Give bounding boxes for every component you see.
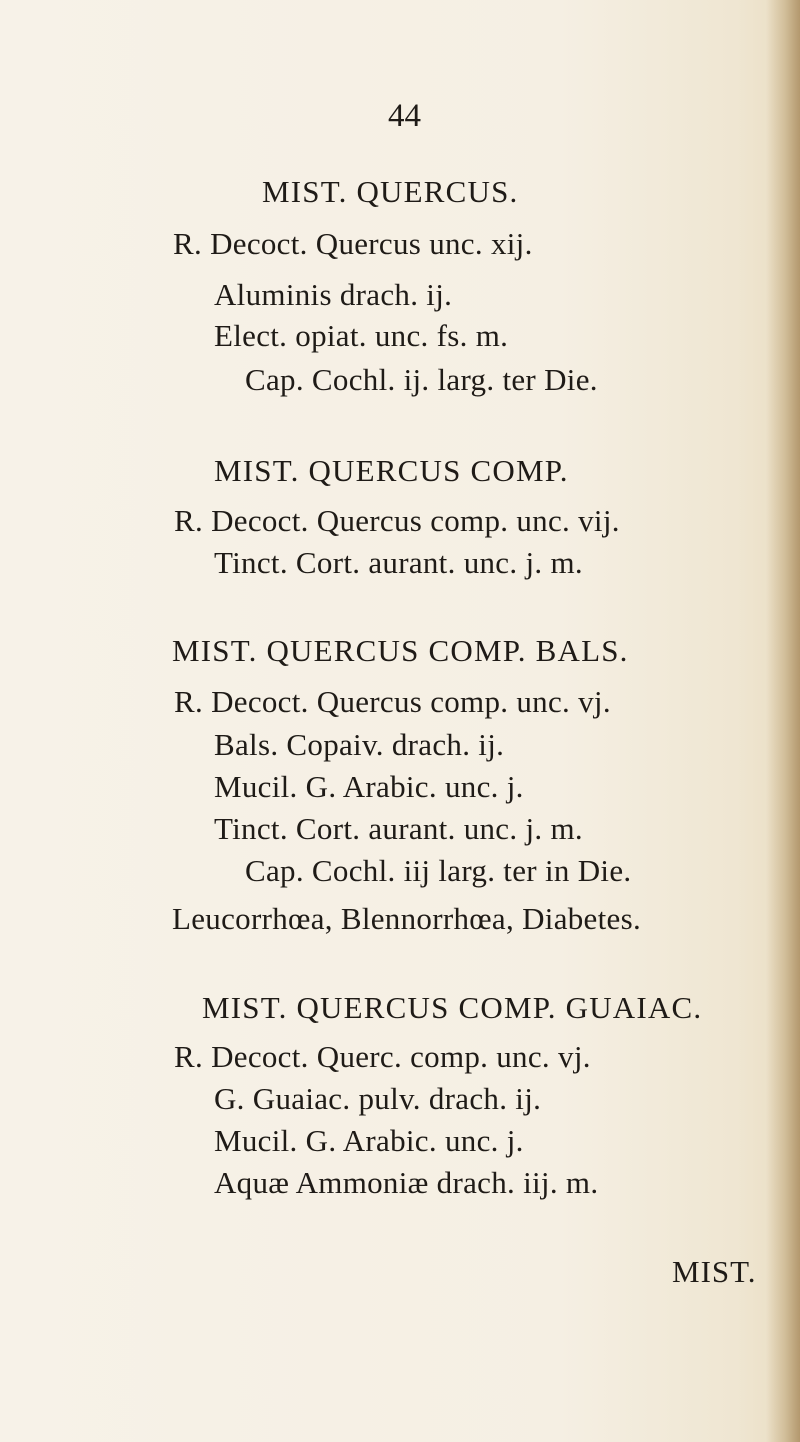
page-edge-shadow xyxy=(766,0,800,1442)
recipe-line: R. Decoct. Quercus unc. xij. xyxy=(173,226,533,261)
recipe-line: Bals. Copaiv. drach. ij. xyxy=(214,727,505,762)
recipe-line: G. Guaiac. pulv. drach. ij. xyxy=(214,1081,542,1116)
recipe-line: Aluminis drach. ij. xyxy=(214,277,453,312)
section-heading: MIST. QUERCUS. xyxy=(262,174,519,209)
recipe-line: Aquæ Ammoniæ drach. iij. m. xyxy=(214,1165,599,1200)
recipe-line: Cap. Cochl. ij. larg. ter Die. xyxy=(245,362,598,397)
recipe-line: Elect. opiat. unc. fs. m. xyxy=(214,318,509,353)
recipe-line: Tinct. Cort. aurant. unc. j. m. xyxy=(214,545,583,580)
page-number: 44 xyxy=(388,98,421,134)
recipe-line: R. Decoct. Querc. comp. unc. vj. xyxy=(174,1039,591,1074)
indication-line: Leucorrhœa, Blennorrhœa, Diabetes. xyxy=(172,901,641,936)
section-heading: MIST. QUERCUS COMP. GUAIAC. xyxy=(202,990,703,1025)
section-heading: MIST. QUERCUS COMP. xyxy=(214,453,569,488)
recipe-line: R. Decoct. Quercus comp. unc. vij. xyxy=(174,503,620,538)
recipe-line: Tinct. Cort. aurant. unc. j. m. xyxy=(214,811,583,846)
recipe-line: Mucil. G. Arabic. unc. j. xyxy=(214,769,524,804)
section-heading: MIST. QUERCUS COMP. BALS. xyxy=(172,633,629,668)
recipe-line: R. Decoct. Quercus comp. unc. vj. xyxy=(174,684,611,719)
recipe-line: Mucil. G. Arabic. unc. j. xyxy=(214,1123,524,1158)
recipe-line: Cap. Cochl. iij larg. ter in Die. xyxy=(245,853,632,888)
catchword: MIST. xyxy=(672,1254,757,1289)
